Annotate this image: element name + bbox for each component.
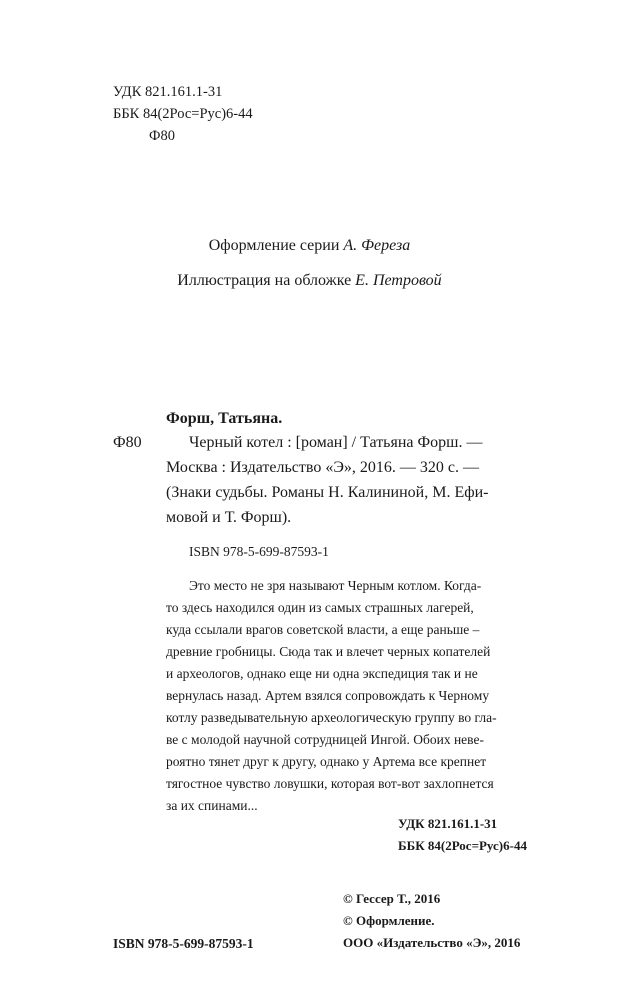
annotation-line: то здесь находился один из самых страшных лагерей, xyxy=(166,600,474,615)
bbk-code-bottom: ББК 84(2Рос=Рус)6-44 xyxy=(398,838,527,853)
cover-illustration-credit xyxy=(0,272,619,290)
annotation-line: и археологов, однако еще ни одна экспедиция так и не xyxy=(166,666,478,681)
cover-illustration-prefix: Иллюстрация на обложке xyxy=(177,272,352,289)
series-design-prefix: Оформление серии xyxy=(208,237,340,254)
annotation-line: куда ссылали врагов советской власти, а еще раньше – xyxy=(166,622,480,637)
series-design-credit xyxy=(0,237,619,255)
author-mark-biblio: Ф80 xyxy=(113,434,142,451)
author-mark-top: Ф80 xyxy=(149,128,175,144)
copyright-publisher: ООО «Издательство «Э», 2016 xyxy=(343,935,521,950)
annotation-line: древние гробницы. Сюда так и влечет черных копателей xyxy=(166,644,491,659)
biblio-line: (Знаки судьбы. Романы Н. Калининой, М. Ефи- xyxy=(166,484,489,501)
isbn-bottom: ISBN 978-5-699-87593-1 xyxy=(113,936,254,951)
bbk-code-top: ББК 84(2Рос=Рус)6-44 xyxy=(113,106,253,122)
annotation-line: роятно тянет друг к другу, однако у Артема все крепнет xyxy=(166,754,487,769)
copyright-design-label: © Оформление. xyxy=(343,913,435,928)
author-heading: Форш, Татьяна. xyxy=(166,410,283,427)
cover-illustration-name: Е. Петровой xyxy=(355,272,442,289)
annotation-line: Это место не зря называют Черным котлом. Когда- xyxy=(189,578,482,593)
annotation-line: ве с молодой научной сотрудницей Ингой. Обоих неве- xyxy=(166,732,484,747)
biblio-line: Черный котел : [роман] / Татьяна Форш. — xyxy=(189,434,483,451)
isbn-biblio: ISBN 978-5-699-87593-1 xyxy=(189,544,329,559)
annotation-line: за их спинами... xyxy=(166,798,258,813)
annotation-line: котлу разведывательную археологическую группу во гла- xyxy=(166,710,497,725)
annotation-line: тягостное чувство ловушки, которая вот-вот захлопнется xyxy=(166,776,494,791)
udk-code-bottom: УДК 821.161.1-31 xyxy=(398,816,498,831)
biblio-line: мовой и Т. Форш). xyxy=(166,509,292,526)
biblio-line: Москва : Издательство «Э», 2016. — 320 с. — xyxy=(166,459,479,476)
annotation-line: вернулась назад. Артем взялся сопровождать к Черному xyxy=(166,688,490,703)
series-design-name: А. Фереза xyxy=(343,237,411,254)
copyright-author: © Гессер Т., 2016 xyxy=(343,891,441,906)
udk-code-top: УДК 821.161.1-31 xyxy=(113,84,223,100)
